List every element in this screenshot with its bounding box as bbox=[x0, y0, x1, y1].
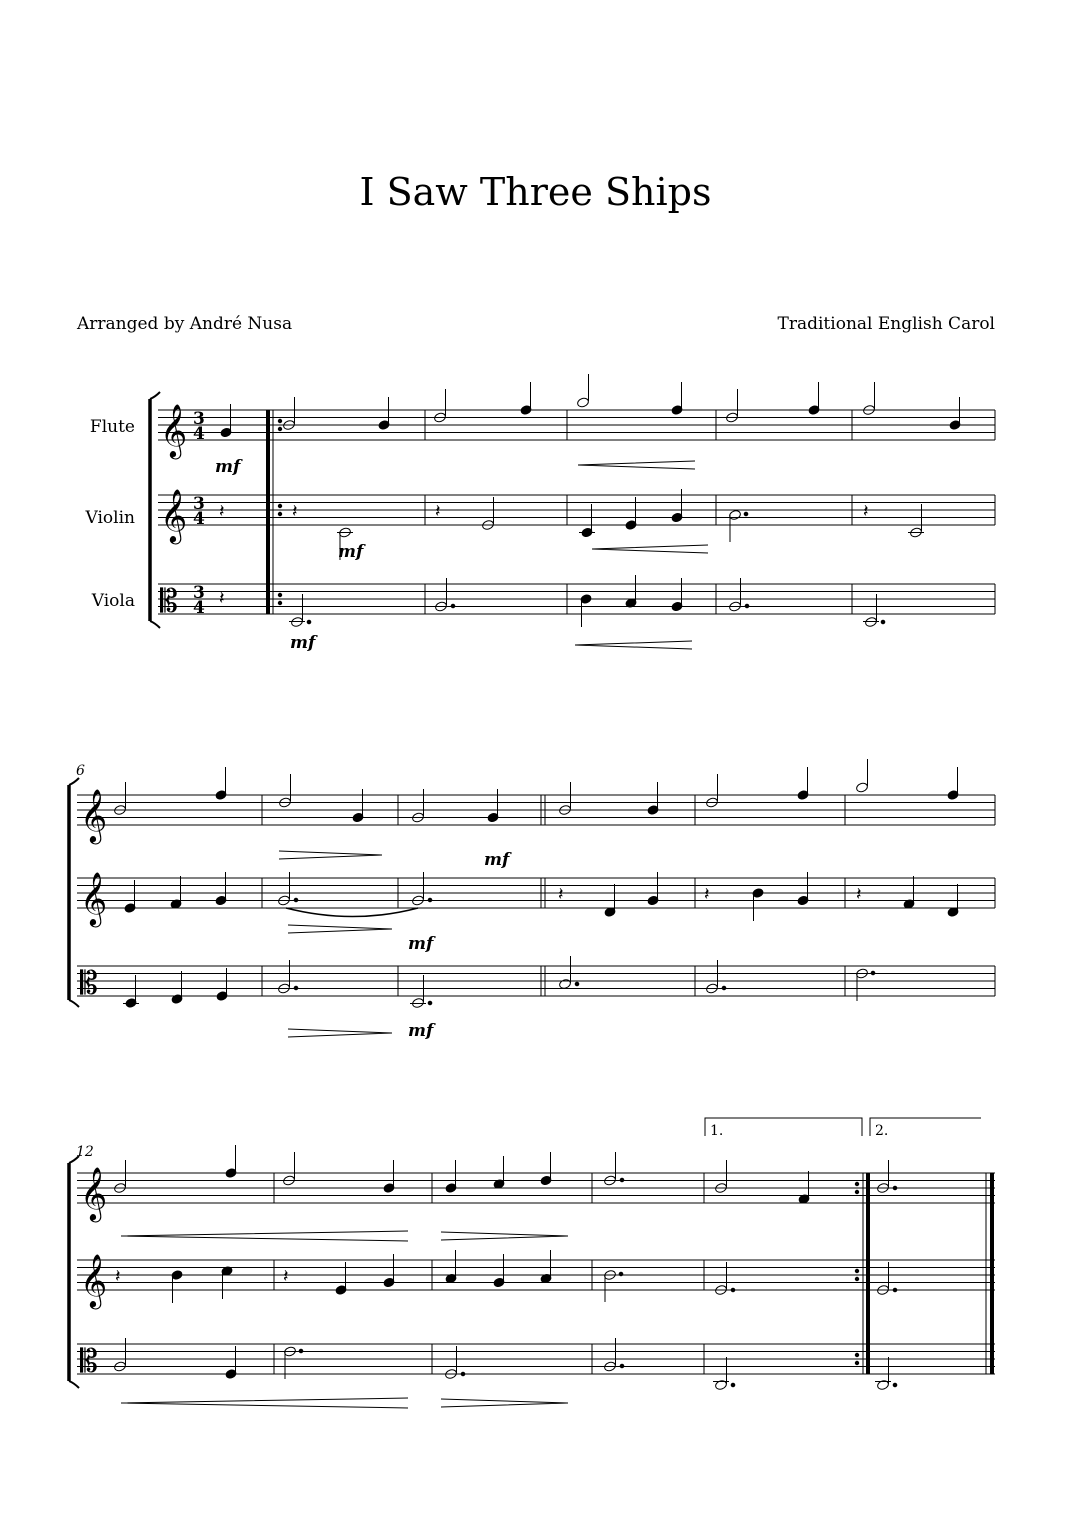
crescendo-hairpin bbox=[121, 1231, 408, 1241]
score-title: I Saw Three Ships bbox=[359, 170, 712, 214]
volta-1 bbox=[705, 1118, 862, 1139]
barlines-system-1 bbox=[425, 410, 995, 614]
violin-notes-system-3 bbox=[115, 1250, 897, 1303]
staff-viola-3 bbox=[77, 1344, 995, 1374]
instrument-name-flute: Flute bbox=[89, 417, 135, 437]
treble-clef-icon: 𝄞 bbox=[80, 1166, 108, 1220]
crescendo-hairpin bbox=[575, 641, 692, 649]
decrescendo-hairpin bbox=[288, 1029, 392, 1037]
repeat-start-barline bbox=[268, 410, 282, 614]
crescendo-hairpin bbox=[121, 1398, 408, 1408]
staff-violin-1 bbox=[158, 495, 995, 525]
svg-text:mf: mf bbox=[408, 1021, 434, 1041]
treble-clef-icon: 𝄞 bbox=[80, 788, 108, 842]
measure-number: 6 bbox=[76, 763, 85, 779]
svg-text:𝄽: 𝄽 bbox=[115, 1266, 121, 1287]
measure-number: 12 bbox=[76, 1144, 94, 1160]
rest-icon: 𝄽 bbox=[219, 588, 225, 609]
arranger-credit: Arranged by André Nusa bbox=[77, 314, 293, 334]
staff-viola-1 bbox=[158, 584, 995, 614]
viola-notes-system-3 bbox=[113, 1338, 896, 1408]
flute-notes-system-3 bbox=[113, 1145, 896, 1241]
time-sig-top: 3 bbox=[193, 494, 205, 514]
treble-clef-icon: 𝄞 bbox=[160, 403, 188, 457]
staff-flute-3 bbox=[77, 1173, 995, 1203]
instrument-name-viola: Viola bbox=[91, 591, 135, 611]
treble-clef-icon: 𝄞 bbox=[160, 488, 188, 542]
decrescendo-hairpin bbox=[288, 925, 392, 933]
volta-2 bbox=[870, 1118, 981, 1139]
svg-text:𝄽: 𝄽 bbox=[863, 501, 869, 522]
time-sig-top: 3 bbox=[193, 583, 205, 603]
svg-text:mf: mf bbox=[290, 633, 316, 653]
alto-clef-icon: 𝄡 bbox=[160, 582, 178, 620]
instrument-name-violin: Violin bbox=[85, 508, 135, 528]
alto-clef-icon: 𝄡 bbox=[80, 964, 98, 1002]
crescendo-hairpin bbox=[578, 461, 695, 469]
time-sig-bottom: 4 bbox=[193, 424, 205, 444]
svg-text:𝄽: 𝄽 bbox=[558, 884, 564, 905]
rest-icon: 𝄽 bbox=[219, 501, 225, 522]
time-sig-bottom: 4 bbox=[193, 509, 205, 529]
treble-clef-icon: 𝄞 bbox=[80, 1253, 108, 1307]
svg-text:𝄽: 𝄽 bbox=[704, 884, 710, 905]
svg-text:mf: mf bbox=[408, 934, 434, 954]
time-sig-top: 3 bbox=[193, 409, 205, 429]
decrescendo-hairpin bbox=[441, 1399, 568, 1407]
flute-notes-system-1 bbox=[282, 374, 961, 469]
svg-text:2.: 2. bbox=[875, 1123, 889, 1139]
flute-notes-system-2 bbox=[113, 759, 959, 870]
staff-violin-3 bbox=[77, 1260, 995, 1290]
time-sig-bottom: 4 bbox=[193, 598, 205, 618]
decrescendo-hairpin bbox=[279, 851, 382, 859]
svg-text:1.: 1. bbox=[710, 1123, 724, 1139]
svg-text:𝄽: 𝄽 bbox=[435, 501, 441, 522]
svg-text:𝄽: 𝄽 bbox=[292, 501, 298, 522]
alto-clef-icon: 𝄡 bbox=[80, 1342, 98, 1380]
crescendo-hairpin bbox=[592, 545, 708, 553]
decrescendo-hairpin bbox=[441, 1232, 568, 1240]
dynamic-mf: mf bbox=[215, 457, 241, 477]
tie bbox=[286, 908, 418, 917]
svg-text:mf: mf bbox=[338, 542, 364, 562]
composer-credit: Traditional English Carol bbox=[777, 314, 995, 334]
viola-notes-system-2 bbox=[123, 956, 875, 1041]
svg-text:mf: mf bbox=[484, 850, 510, 870]
svg-text:𝄽: 𝄽 bbox=[856, 884, 862, 905]
treble-clef-icon: 𝄞 bbox=[80, 871, 108, 925]
svg-text:𝄽: 𝄽 bbox=[283, 1266, 289, 1287]
staff-flute-2 bbox=[77, 795, 995, 825]
